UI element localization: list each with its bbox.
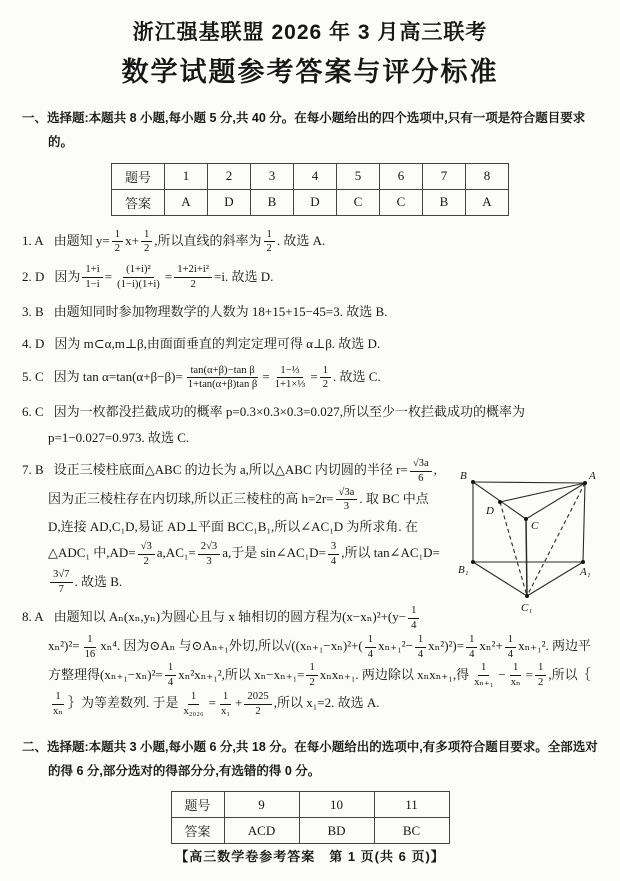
fraction: $\frac{2025}{2}$ <box>244 690 271 719</box>
triangular-prism-diagram <box>450 459 598 619</box>
answer-cell: C <box>380 189 423 215</box>
row-label-cell: 题号 <box>171 792 224 818</box>
solution-item <box>22 228 598 257</box>
fraction: $\frac{1}{4}$ <box>365 633 376 662</box>
fraction: $\frac{1}{\text{xₙ}}$ <box>53 691 63 717</box>
fraction: $\frac{3}{4}$ <box>328 540 339 569</box>
fraction: $\frac{1}{\text{xₙ}}$ <box>510 662 521 689</box>
question-number-cell: 6 <box>380 163 423 189</box>
fraction: $\frac{\text{tan(α+β)−tan β}}{\text{1+tan(α+β)tan β}}$ <box>187 364 258 391</box>
answer-table-2 <box>171 791 450 844</box>
vertex-label-B1: B₁ <box>458 563 469 576</box>
vertex-label-A1: A₁ <box>580 565 591 578</box>
solution-number: 8. A <box>22 609 44 625</box>
solution-7-wrap <box>22 457 598 614</box>
fraction: $\frac{√3a}{6}$ <box>410 457 432 486</box>
table-row <box>171 792 449 818</box>
prism-figure <box>450 459 598 619</box>
fraction: $\frac{\text{(1+i)²}}{(1-i)(1+i)}$ <box>117 264 160 291</box>
fraction: $\frac{1}{\text{x₁}}$ <box>221 691 231 717</box>
fraction: $\frac{1+i}{1-i}$ <box>82 263 102 292</box>
fraction: $\frac{1}{\text{x₂₀₂₆}}$ <box>183 691 204 717</box>
answer-cell: B <box>423 189 466 215</box>
solution-item <box>22 299 598 324</box>
table-row <box>112 163 509 189</box>
question-number-cell: 8 <box>466 163 509 189</box>
row-label-cell: 答案 <box>112 189 165 215</box>
fraction: $\frac{1}{2}$ <box>112 228 123 257</box>
vertex-label-A: A <box>589 469 596 482</box>
answer-cell: D <box>208 189 251 215</box>
answer-table-2-body <box>171 792 449 844</box>
solution-item <box>22 601 598 719</box>
solution-number: 3. B <box>22 303 44 319</box>
fraction: $\frac{1}{4}$ <box>466 633 477 662</box>
fraction: $\frac{1}{\text{xₙ₊₁}}$ <box>474 662 494 689</box>
question-number-cell: 9 <box>224 792 299 818</box>
solution-item <box>22 399 598 450</box>
solution-number: 7. B <box>22 462 44 478</box>
answer-cell: ACD <box>224 818 299 844</box>
solutions-8 <box>22 601 598 719</box>
row-label-cell: 答案 <box>171 818 224 844</box>
fraction: $\frac{1}{2}$ <box>320 364 331 393</box>
vertex-label-C1: C₁ <box>521 601 533 614</box>
fraction: $\frac{\text{1+2i+i²}}{2}$ <box>174 263 212 292</box>
table-row <box>112 189 509 215</box>
solution-number: 4. D <box>22 336 45 352</box>
fraction: $\frac{1}{2}$ <box>141 228 152 257</box>
fraction: $\frac{3√7}{7}$ <box>50 568 73 597</box>
fraction: $\frac{√3}{2}$ <box>138 540 155 569</box>
answer-cell: BC <box>374 818 449 844</box>
page-footer: 【高三数学卷参考答案 第 1 页(共 6 页)】 <box>175 849 445 864</box>
solution-body: 因为 tan α=tan(α+β−β)= $\frac{\text{tan(α+β)−tan β}}{\text{1+tan(α+β)tan β}}$ = $\frac{\text{1−⅓}}{\text{1+1×⅓}}$ = $\frac{1}{2}$ . 故选 C. <box>53 364 381 391</box>
vertex-label-C: C <box>531 519 539 532</box>
fraction: $\frac{1}{4}$ <box>415 633 426 662</box>
solution-number: 1. A <box>22 232 44 248</box>
solution-number: 5. C <box>22 368 44 384</box>
solution-body: 因为 m⊂α,m⊥β,由面面垂直的判定定理可得 α⊥β. 故选 D. <box>54 336 381 352</box>
solutions-1-6 <box>22 228 598 450</box>
solution-body: 设正三棱柱底面△ABC 的边长为 a,所以△ABC 内切圆的半径 r= $\frac{√3a}{6}$ ,因为正三棱柱存在内切球,所以正三棱柱的高 h=2r= $\frac{√3a}{3}$ . 取 BC 中点 D,连接 AD,C₁D,易证 AD⊥平面 BCC₁B₁,所以∠AC₁D 为所求角. 在△ADC₁ 中,AD= $\frac{√3}{2}$ a,AC₁= $\frac{2√3}{3}$ a,于是 sin∠AC₁D= $\frac{3}{4}$ ,所以 tan∠AC₁D= $\frac{3√7}{7}$ . 故选 B. <box>48 457 440 596</box>
fraction: $\frac{1}{2}$ <box>535 661 546 690</box>
question-number-cell: 1 <box>165 163 208 189</box>
question-number-cell: 7 <box>423 163 466 189</box>
fraction: $\frac{1}{4}$ <box>408 604 419 633</box>
solution-number: 6. C <box>22 404 44 420</box>
exam-title: 浙江强基联盟 2026 年 3 月高三联考 <box>132 21 488 44</box>
section1-heading: 一、选择题:本题共 8 小题,每小题 5 分,共 40 分。在每小题给出的四个选项中,只有一项是符合题目要求的。 <box>22 111 586 149</box>
fraction: $\frac{1}{4}$ <box>165 661 176 690</box>
solution-body: 因为 $\frac{1+i}{1-i}$ = $\frac{\text{(1+i)²}}{(1-i)(1+i)}$ = $\frac{\text{1+2i+i²}}{2}$ =i. 故选 D. <box>54 264 274 291</box>
solution-item <box>22 263 598 292</box>
vertex-label-D: D <box>486 504 494 517</box>
solution-number: 2. D <box>22 268 45 284</box>
answer-cell: B <box>251 189 294 215</box>
vertex-label-B: B <box>460 469 467 482</box>
answer-cell: D <box>294 189 337 215</box>
solution-body: 由题知 y= $\frac{1}{2}$ x+ $\frac{1}{2}$ ,所以直线的斜率为 $\frac{1}{2}$ . 故选 A. <box>53 228 326 255</box>
fraction: $\frac{1}{2}$ <box>264 228 275 257</box>
table-row <box>171 818 449 844</box>
answer-cell: A <box>466 189 509 215</box>
question-number-cell: 10 <box>299 792 374 818</box>
answer-table-1-body <box>112 163 509 215</box>
question-number-cell: 2 <box>208 163 251 189</box>
fraction: $\frac{1}{2}$ <box>306 661 317 690</box>
answer-cell: BD <box>299 818 374 844</box>
fraction: $\frac{2√3}{3}$ <box>198 540 221 569</box>
fraction: $\frac{1}{4}$ <box>505 633 516 662</box>
answer-table-1 <box>111 163 509 216</box>
solution-body: 由题知同时参加物理数学的人数为 18+15+15−45=3. 故选 B. <box>53 303 388 319</box>
row-label-cell: 题号 <box>112 163 165 189</box>
answer-cell: C <box>337 189 380 215</box>
section2-heading: 二、选择题:本题共 3 小题,每小题 6 分,共 18 分。在每小题给出的选项中,有多项符合题目要求。全部选对的得 6 分,部分选对的得部分分,有选错的得 0 分。 <box>22 739 598 778</box>
fraction: $\frac{\text{1−⅓}}{\text{1+1×⅓}}$ <box>274 364 306 391</box>
question-number-cell: 3 <box>251 163 294 189</box>
solution-body: 因为一枚都没拦截成功的概率 p=0.3×0.3×0.3=0.027,所以至少一枚拦截成功的概率为 p=1−0.027=0.973. 故选 C. <box>48 404 525 445</box>
question-number-cell: 5 <box>337 163 380 189</box>
answer-cell: A <box>165 189 208 215</box>
fraction: $\frac{1}{16}$ <box>84 633 96 660</box>
solution-item <box>22 364 598 393</box>
fraction: $\frac{√3a}{3}$ <box>336 486 358 515</box>
solution-body: 由题知以 Aₙ(xₙ,yₙ)为圆心且与 x 轴相切的圆方程为(x−xₙ)²+(y− $\frac{1}{4}$ xₙ²)²= $\frac{1}{16}$ xₙ⁴. 因为⊙Aₙ 与⊙Aₙ₊₁外切,所以√((xₙ₊₁−xₙ)²+( $\frac{1}{4}$ xₙ₊₁²− $\frac{1}{4}$ xₙ²)²)= $\frac{1}{4}$ xₙ²+ $\frac{1}{4}$ xₙ₊₁². 两边平方整理得(xₙ₊₁−xₙ)²= $\frac{1}{4}$ xₙ²xₙ₊₁²,所以 xₙ−xₙ₊₁= $\frac{1}{2}$ xₙxₙ₊₁. 两边除以 xₙxₙ₊₁,得 $\frac{1}{\text{xₙ₊₁}}$ − $\frac{1}{\text{xₙ}}$ = $\frac{1}{2}$ ,所以｛ $\frac{1}{\text{xₙ}}$ ｝为等差数列. 于是 $\frac{1}{\text{x₂₀₂₆}}$ = $\frac{1}{\text{x₁}}$ + $\frac{2025}{2}$ ,所以 x₁=2. 故选 A. <box>48 605 592 717</box>
page-title: 数学试题参考答案与评分标准 <box>121 57 499 87</box>
solution-item <box>22 331 598 356</box>
question-number-cell: 4 <box>294 163 337 189</box>
question-number-cell: 11 <box>374 792 449 818</box>
